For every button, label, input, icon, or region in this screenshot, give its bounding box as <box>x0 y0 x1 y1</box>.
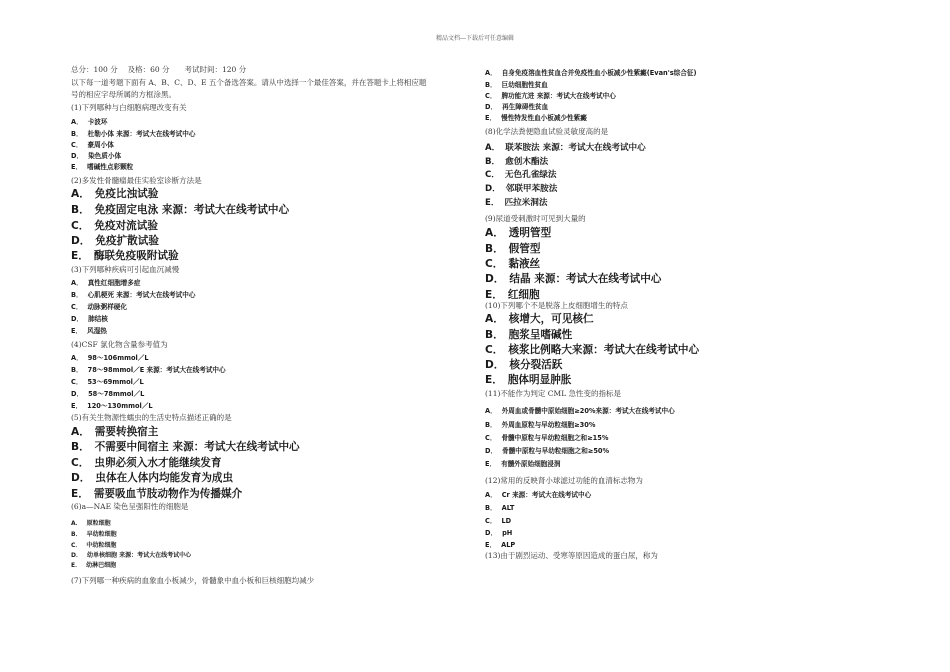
option <box>71 116 107 126</box>
option-letter: C． <box>71 220 90 232</box>
option-letter: A． <box>485 313 504 325</box>
option-letter: B． <box>71 291 83 299</box>
option-letter: C． <box>485 434 497 442</box>
option <box>485 182 557 194</box>
option-letter: C． <box>71 378 83 386</box>
question-stem: (11)不能作为判定 CML 急性变的指标是 <box>485 389 622 398</box>
option-text: 98～106mmol／L <box>87 354 149 362</box>
option-text: 透明管型 <box>508 227 552 239</box>
option-letter: A． <box>485 407 497 415</box>
option-text: 不需要中间宿主 来源：考试大在线考试中心 <box>94 441 300 453</box>
option-text: 自身免疫溶血性贫血合并免疫性血小板减少性紫癜(Evan's综合征) <box>501 69 697 77</box>
option-letter: E． <box>71 488 89 500</box>
question-stem: (6)a—NAE 染色呈强阳性的细胞是 <box>71 502 189 511</box>
option <box>485 357 562 372</box>
option <box>485 112 587 122</box>
option <box>71 455 222 470</box>
option <box>71 248 179 263</box>
option-text: 外周血原粒与早幼粒细胞≥30% <box>501 421 596 429</box>
exam-info: 总分：100 分 及格：60 分 考试时间：120 分 <box>71 65 247 74</box>
question-stem: (5)有关生物源性蠕虫的生活史特点描述正确的是 <box>71 413 232 422</box>
option-text: 风湿热 <box>87 327 107 335</box>
question-stem: (3)下列哪种疾病可引起血沉减慢 <box>71 265 180 274</box>
option-text: 幼单核细胞 来源：考试大在线考试中心 <box>86 552 192 559</box>
option <box>71 529 117 538</box>
option <box>71 560 116 569</box>
option <box>485 256 540 271</box>
option-letter: A． <box>71 188 90 200</box>
option-text: 58～78mmol／L <box>88 390 145 398</box>
option-letter: E． <box>485 289 503 301</box>
option <box>71 352 149 362</box>
option-letter: D． <box>71 315 84 323</box>
option-letter: D． <box>485 103 498 111</box>
option <box>485 489 591 499</box>
option-text: ALT <box>501 504 515 512</box>
option <box>71 233 159 248</box>
option <box>485 141 646 153</box>
option-letter: B． <box>71 441 90 453</box>
option-text: 120～130mmol／L <box>87 402 153 410</box>
option-text: 愈创木酯法 <box>505 157 549 167</box>
option <box>485 168 556 180</box>
option-text: 核分裂活跃 <box>509 359 563 371</box>
option <box>485 271 661 286</box>
option-text: 卡波环 <box>87 118 108 126</box>
option-text: 再生障碍性贫血 <box>502 103 549 111</box>
option-text: 无色孔雀绿法 <box>504 170 557 180</box>
option-text: 红细胞 <box>507 289 540 301</box>
option-letter: C． <box>71 303 83 311</box>
option-letter: D． <box>71 552 82 559</box>
option-text: 53～69mmol／L <box>87 378 144 386</box>
option-letter: B． <box>485 504 497 512</box>
option-letter: D． <box>71 152 84 160</box>
option-letter: C． <box>71 457 90 469</box>
option <box>71 139 114 149</box>
option-text: ALP <box>501 541 516 549</box>
option <box>71 128 195 138</box>
option <box>485 539 515 549</box>
option-letter: A． <box>71 279 83 287</box>
option <box>485 372 571 387</box>
option-text: 幼淋巴细胞 <box>86 562 117 569</box>
option-letter: C． <box>485 170 500 180</box>
option-letter: C． <box>485 517 497 525</box>
option <box>485 342 699 357</box>
instructions-line-1: 以下每一道考题下面有 A、B、C、D、E 五个备选答案。请从中选择一个最佳答案，并在答题卡上将相应题 <box>71 78 427 87</box>
option-text: 动脉粥样硬化 <box>87 303 127 311</box>
option-letter: C． <box>71 542 82 549</box>
option-text: 骨髓中原粒与早幼粒细胞之和≥50% <box>502 447 610 455</box>
option-letter: D． <box>485 529 498 537</box>
option-text: 嗜碱性点彩颗粒 <box>87 163 134 171</box>
option <box>71 161 133 171</box>
option-text: 假管型 <box>508 243 541 255</box>
option-text: 酶联免疫吸附试验 <box>93 250 179 262</box>
option-text: 需要转换宿主 <box>94 426 159 438</box>
option <box>485 196 547 208</box>
option <box>485 225 551 240</box>
option <box>485 515 511 525</box>
option-text: 免疫扩散试验 <box>95 235 159 247</box>
option-letter: E． <box>485 114 497 122</box>
option-letter: B． <box>485 81 497 89</box>
option-text: 有髓外原始细胞浸润 <box>501 460 561 468</box>
option <box>71 518 111 527</box>
option-text: 真性红细胞增多症 <box>87 279 141 287</box>
option <box>485 155 548 167</box>
option-text: 肺结核 <box>88 315 108 323</box>
question-stem: (1)下列哪种与白细胞病理改变有关 <box>71 103 187 112</box>
option <box>485 419 595 429</box>
question-stem: (8)化学法粪便隐血试验灵敏度高的是 <box>485 127 609 136</box>
option-letter: A． <box>71 118 83 126</box>
option-text: 外周血或骨髓中原始细胞≥20%来源：考试大在线考试中心 <box>501 407 675 415</box>
option-text: 虫卵必须入水才能继续发育 <box>94 457 222 469</box>
option-text: 虫体在人体内均能发育为成虫 <box>95 472 234 484</box>
option-text: 早幼粒细胞 <box>86 531 117 538</box>
option <box>71 150 121 160</box>
option-text: 杜勒小体 来源：考试大在线考试中心 <box>87 130 196 138</box>
option-letter: B． <box>71 366 83 374</box>
option <box>485 445 609 455</box>
option-letter: A． <box>485 143 501 153</box>
option <box>71 486 242 501</box>
option-letter: E． <box>71 562 82 569</box>
option-letter: E． <box>71 327 83 335</box>
option-letter: D． <box>71 235 91 247</box>
option-letter: E． <box>71 250 89 262</box>
option-text: 脾功能亢进 来源：考试大在线考试中心 <box>501 92 616 100</box>
option-text: pH <box>502 529 513 537</box>
option-letter: A． <box>71 520 82 527</box>
option <box>71 289 195 299</box>
option-letter: B． <box>71 204 90 216</box>
option <box>71 325 107 335</box>
option-text: 邻联甲苯胺法 <box>505 184 558 194</box>
option-letter: B． <box>71 531 82 538</box>
option-text: 78～98mmol／E 来源：考试大在线考试中心 <box>87 366 226 374</box>
question-stem: (10)下列哪个不是脱落上皮细胞增生的特点 <box>485 301 628 310</box>
option-letter: D． <box>71 390 84 398</box>
option <box>71 376 144 386</box>
option-text: 胞体明显肿胀 <box>507 374 572 386</box>
option-letter: E． <box>485 541 497 549</box>
option-letter: E． <box>71 163 83 171</box>
option-text: 黏液丝 <box>508 258 541 270</box>
instructions-line-2: 号的相应字母所属的方框涂黑。 <box>71 90 176 99</box>
option-letter: A． <box>71 426 90 438</box>
option-letter: A． <box>485 227 504 239</box>
option-text: 中幼粒细胞 <box>86 542 117 549</box>
option-text: 心肌梗死 来源：考试大在线考试中心 <box>87 291 196 299</box>
option <box>71 313 108 323</box>
option <box>485 527 512 537</box>
option <box>485 79 548 89</box>
option-letter: B． <box>485 157 501 167</box>
option-text: 免疫对流试验 <box>94 220 158 232</box>
option-letter: A． <box>485 491 497 499</box>
option-text: 原粒细胞 <box>86 520 111 527</box>
question-stem: (13)由于剧烈运动、受寒等原因造成的蛋白尿，称为 <box>485 551 658 560</box>
header-note: 精品文档---下载后可任意编辑 <box>435 35 515 42</box>
option-letter: D． <box>485 184 501 194</box>
option <box>71 202 289 217</box>
option <box>71 388 144 398</box>
option-letter: B． <box>485 329 504 341</box>
option-text: 结晶 来源：考试大在线考试中心 <box>509 273 662 285</box>
option-text: 免疫比浊试验 <box>94 188 159 200</box>
option-letter: A． <box>485 69 497 77</box>
question-stem: (4)CSF 氯化物含量参考值为 <box>71 340 168 349</box>
option <box>485 458 560 468</box>
option <box>485 67 696 77</box>
option-letter: C． <box>485 92 497 100</box>
option <box>71 540 116 549</box>
option-text: 巨幼细胞性贫血 <box>501 81 548 89</box>
option-letter: E． <box>71 402 83 410</box>
option <box>71 277 140 287</box>
option-text: 联苯胺法 来源：考试大在线考试中心 <box>505 143 646 153</box>
option <box>71 424 158 439</box>
option-letter: B． <box>71 130 83 138</box>
question-stem: (7)下列哪一种疾病的血象血小板减少，骨髓象中血小板和巨核细胞均减少 <box>71 576 315 585</box>
option-letter: A． <box>71 354 83 362</box>
option-letter: C． <box>71 141 83 149</box>
option-letter: D． <box>485 359 505 371</box>
option <box>71 470 233 485</box>
option-letter: C． <box>485 344 504 356</box>
option <box>71 364 226 374</box>
option-letter: B． <box>485 243 504 255</box>
option-letter: E． <box>485 374 503 386</box>
option <box>485 241 540 256</box>
option <box>485 311 594 326</box>
question-stem: (2)多发性骨髓瘤最佳实验室诊断方法是 <box>71 176 202 185</box>
option-letter: D． <box>485 447 498 455</box>
option <box>71 400 153 410</box>
option-text: 匹拉米洞法 <box>504 198 548 208</box>
option <box>71 186 158 201</box>
option-text: 需要吸血节肢动物作为传播媒介 <box>93 488 243 500</box>
option-letter: C． <box>485 258 504 270</box>
option-letter: D． <box>485 273 505 285</box>
question-stem: (9)尿道受刺激时可见到大量的 <box>485 214 586 223</box>
option-text: LD <box>501 517 512 525</box>
option-text: 慢性特发性血小板减少性紫癜 <box>501 114 587 122</box>
option <box>485 502 514 512</box>
option <box>485 101 548 111</box>
option-text: 骨髓中原粒与早幼粒细胞之和≥15% <box>501 434 609 442</box>
option <box>71 301 127 311</box>
option-text: 免疫固定电泳 来源：考试大在线考试中心 <box>94 204 290 216</box>
option-letter: B． <box>485 421 497 429</box>
option-letter: E． <box>485 460 497 468</box>
option-text: 核浆比例略大来源：考试大在线考试中心 <box>508 344 700 356</box>
question-stem: (12)常用的反映肾小球滤过功能的血清标志物为 <box>485 476 643 485</box>
option <box>71 550 191 559</box>
option-letter: E． <box>485 198 500 208</box>
option-text: 胞浆呈嗜碱性 <box>508 329 573 341</box>
option <box>485 327 572 342</box>
option <box>485 405 675 415</box>
option <box>71 218 158 233</box>
option <box>485 432 608 442</box>
option-text: 染色质小体 <box>88 152 122 160</box>
option-letter: D． <box>71 472 91 484</box>
option-text: 核增大，可见核仁 <box>508 313 594 325</box>
option <box>71 439 300 454</box>
option <box>485 90 616 100</box>
option-text: 豪周小体 <box>87 141 114 149</box>
option-text: Cr 来源：考试大在线考试中心 <box>501 491 592 499</box>
